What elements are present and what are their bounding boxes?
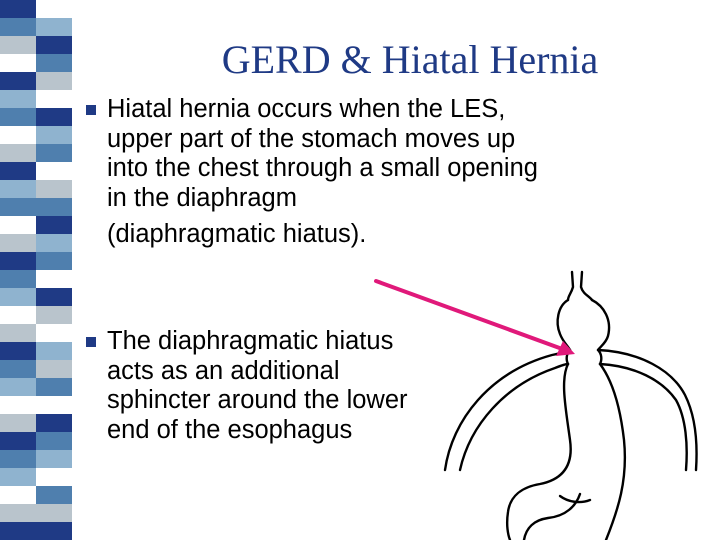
diaphragm-left-lower [460,364,568,470]
bullet-line: (diaphragmatic hiatus). [107,220,367,248]
bullet-line: end of the esophagus [107,415,353,444]
bullet-line: Hiatal hernia occurs when the LES, [107,95,506,123]
bullet-line: into the chest through a small opening [107,154,538,182]
bullet-line: sphincter around the lower [107,386,408,414]
hernia-bulge-right [592,300,609,350]
bullet-line: in the diaphragm [107,183,297,212]
arrow-shaft [376,281,565,350]
esophagus-right-line [581,272,592,300]
bullet-line: The diaphragmatic hiatus [107,327,394,355]
esophagus-left-line [568,272,573,300]
stomach-right-outline [600,364,625,540]
bullet-line: upper part of the stomach moves up [107,124,516,153]
diaphragm-left-upper [445,350,570,470]
hiatus-right [598,350,601,364]
pointer-arrow-icon [376,281,575,356]
stomach-fold [560,496,590,502]
bullet-line: acts as an additional [107,356,340,385]
slide-title: GERD & Hiatal Hernia [221,37,599,82]
